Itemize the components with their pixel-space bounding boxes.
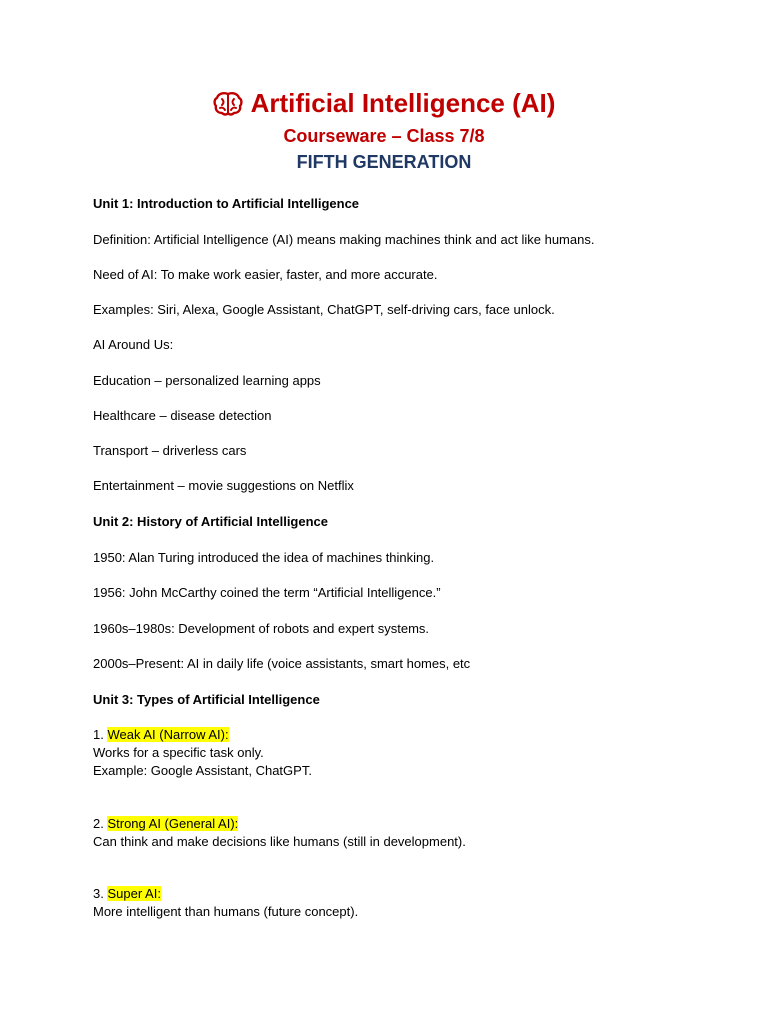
list-item: 1956: John McCarthy coined the term “Artificial Intelligence.” (93, 585, 441, 600)
type-name-highlight: Strong AI (General AI): (107, 816, 239, 831)
type-line: Can think and make decisions like humans (still in development). (93, 834, 466, 849)
type-name-highlight: Super AI: (107, 886, 161, 901)
type-super-ai (93, 885, 161, 903)
list-item: 2000s–Present: AI in daily life (voice assistants, smart homes, etc (93, 656, 471, 671)
list-item: Entertainment – movie suggestions on Netflix (93, 478, 354, 493)
list-item: Education – personalized learning apps (93, 373, 321, 388)
type-weak-ai (93, 726, 229, 744)
unit1-around-us: AI Around Us: (93, 337, 174, 352)
type-strong-ai (93, 815, 238, 833)
type-number: 1. (93, 727, 104, 742)
unit1-need: Need of AI: To make work easier, faster, and more accurate. (93, 267, 438, 282)
list-item: Healthcare – disease detection (93, 408, 272, 423)
unit2-heading: Unit 2: History of Artificial Intelligence (93, 514, 328, 529)
generation-label: FIFTH GENERATION (296, 152, 472, 172)
title-row (0, 88, 768, 122)
page-title (213, 88, 556, 119)
list-item: Transport – driverless cars (93, 443, 247, 458)
type-number: 3. (93, 886, 104, 901)
list-item: 1960s–1980s: Development of robots and expert systems. (93, 621, 430, 636)
title-text: Artificial Intelligence (AI) (250, 88, 556, 118)
list-item: 1950: Alan Turing introduced the idea of machines thinking. (93, 550, 435, 565)
type-line: Example: Google Assistant, ChatGPT. (93, 763, 312, 778)
type-line: More intelligent than humans (future concept). (93, 904, 359, 919)
brain-icon (213, 91, 243, 117)
unit3-heading: Unit 3: Types of Artificial Intelligence (93, 692, 320, 707)
type-name-highlight: Weak AI (Narrow AI): (107, 727, 229, 742)
unit1-definition: Definition: Artificial Intelligence (AI) means making machines think and act like humans. (93, 232, 595, 247)
type-number: 2. (93, 816, 104, 831)
subtitle: Courseware – Class 7/8 (283, 126, 485, 146)
unit1-heading: Unit 1: Introduction to Artificial Intelligence (93, 196, 360, 211)
type-line: Works for a specific task only. (93, 745, 264, 760)
unit1-examples: Examples: Siri, Alexa, Google Assistant, ChatGPT, self-driving cars, face unlock. (93, 302, 555, 317)
